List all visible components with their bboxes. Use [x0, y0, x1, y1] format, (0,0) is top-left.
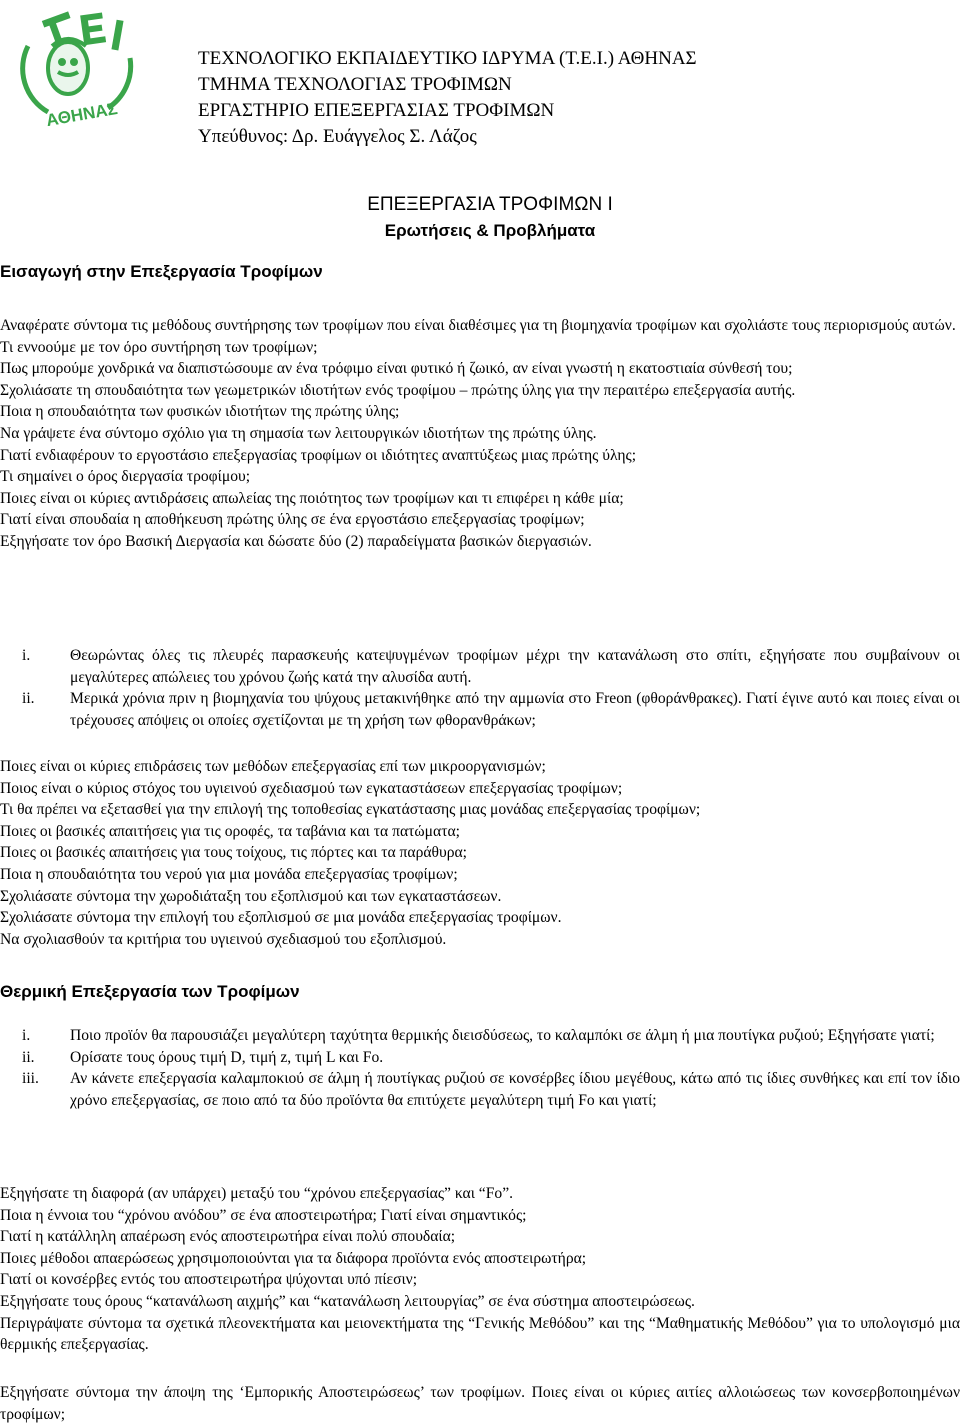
- lab-name: ΕΡΓΑΣΤΗΡΙΟ ΕΠΕΞΕΡΓΑΣΙΑΣ ΤΡΟΦΙΜΩΝ: [198, 100, 555, 121]
- section2-last-question: [0, 1382, 960, 1425]
- section1-questions: [0, 315, 960, 553]
- course-title: ΕΠΕΞΕΡΓΑΣΙΑ ΤΡΟΦΙΜΩΝ Ι: [367, 194, 613, 215]
- question: Ποιες μέθοδοι απαερώσεως χρησιμοποιούνται για τα διάφορα προϊόντα ενός αποστειρωτήρα;: [0, 1249, 587, 1267]
- list-text: Ορίσατε τους όρους τιμή D, τιμή z, τιμή L και Fo.: [70, 1048, 384, 1066]
- list-item: [0, 1047, 960, 1069]
- section2-numbered-list: [0, 1025, 960, 1111]
- question: Ποιος είναι ο κύριος στόχος του υγιεινού σχεδιασμού των εγκαταστάσεων επεξεργασίας τροφίμων;: [0, 779, 623, 797]
- question: Σχολιάσατε σύντομα την χωροδιάταξη του εξοπλισμού και των εγκαταστάσεων.: [0, 887, 502, 905]
- tei-logo-graphic: [12, 6, 152, 126]
- question: Ποιες οι βασικές απαιτήσεις για τους τοίχους, τις πόρτες και τα παράθυρα;: [0, 844, 468, 862]
- list-text: Αν κάνετε επεξεργασία καλαμποκιού σε άλμη ή πουτίγκας ρυζιού σε κονσέρβες ίδιου μεγέθους, κάτω από τις ίδιες συνθήκες και επί τον ίδιο χρόνο επεξεργασίας, σε ποιο από τα δύο προϊόντα θα επιτύχετε μεγαλύτερη τιμή Fo και γιατί;: [70, 1070, 960, 1109]
- list-number: i.: [22, 1027, 31, 1044]
- question: Ποιες είναι οι κύριες επιδράσεις των μεθόδων επεξεργασίας επί των μικροοργανισμών;: [0, 758, 546, 775]
- svg-text:ΑΘΗΝΑΣ: ΑΘΗΝΑΣ: [44, 98, 119, 126]
- question: Εξηγήσατε σύντομα την άποψη της ‘Εμπορικής Αποστειρώσεως’ των τροφίμων. Ποιες είναι οι κύριες αιτίες αλλοιώσεως των κονσερβοποιημένων τροφίμων;: [0, 1384, 960, 1423]
- responsible-person: Υπεύθυνος: Δρ. Ευάγγελος Σ. Λάζος: [198, 126, 477, 147]
- question: Να γράψετε ένα σύντομο σχόλιο για τη σημασία των λειτουργικών ιδιοτήτων της πρώτης ύλης.: [0, 424, 597, 442]
- list-item: [0, 1068, 960, 1111]
- list-text: Θεωρώντας όλες τις πλευρές παρασκευής κατεψυγμένων τροφίμων μέχρι την κατανάλωση στο σπίτι, εξηγήσατε που συμβαίνουν οι μεγαλύτερες απώλειες του χρόνου ζωής κατά την αλυσίδα αυτή.: [70, 647, 960, 686]
- section1-questions-2: [0, 756, 960, 950]
- list-text: Μερικά χρόνια πριν η βιομηχανία του ψύχους μετακινήθηκε από την αμμωνία στο Freon (φθοράνθρακες). Γιατί έγινε αυτό και ποιες είναι οι τρέχουσες απόψεις οι οποίες σχετίζονται με τη χρήση των φθορανθράκων;: [70, 690, 960, 729]
- question: Ποια η έννοια του “χρόνου ανόδου” σε ένα αποστειρωτήρα; Γιατί είναι σημαντικός;: [0, 1206, 527, 1224]
- list-text: Ποιο προϊόν θα παρουσιάζει μεγαλύτερη ταχύτητα θερμικής διεισδύσεως, το καλαμπόκι σε άλμη ή μια πουτίγκα ρυζιού; Εξηγήσατε γιατί;: [70, 1027, 935, 1044]
- course-title-block: [0, 192, 960, 244]
- section2-questions: [0, 1183, 960, 1356]
- list-number: ii.: [22, 690, 35, 708]
- section-heading-intro: Εισαγωγή στην Επεξεργασία Τροφίμων: [0, 262, 323, 281]
- question: Πως μπορούμε χονδρικά να διαπιστώσουμε αν ένα τρόφιμο είναι φυτικό ή ζωικό, αν είναι γνωστή η εκατοστιαία σύνθεσή του;: [0, 360, 793, 378]
- question: Ποιες οι βασικές απαιτήσεις για τις οροφές, τα ταβάνια και τα πατώματα;: [0, 822, 460, 840]
- question: Να σχολιασθούν τα κριτήρια του υγιεινού σχεδιασμού του εξοπλισμού.: [0, 930, 447, 948]
- question: Τι εννοούμε με τον όρο συντήρηση των τροφίμων;: [0, 338, 318, 356]
- tei-logo: [12, 6, 152, 126]
- question: Τι σημαίνει ο όρος διεργασία τροφίμου;: [0, 468, 251, 486]
- question: Αναφέρατε σύντομα τις μεθόδους συντήρησης των τροφίμων που είναι διαθέσιμες για τη βιομηχανία τροφίμων και σχολιάστε τους περιορισμούς αυτών.: [0, 317, 956, 334]
- question: Σχολιάσατε τη σπουδαιότητα των γεωμετρικών ιδιοτήτων ενός τροφίμου – πρώτης ύλης για την περαιτέρω επεξεργασία αυτής.: [0, 381, 796, 399]
- question: Εξηγήσατε τον όρο Βασική Διεργασία και δώσατε δύο (2) παραδείγματα βασικών διεργασιών.: [0, 532, 592, 550]
- list-item: [0, 645, 960, 688]
- list-number: iii.: [22, 1070, 39, 1088]
- institution-header: [198, 46, 697, 150]
- list-item: [0, 688, 960, 731]
- question: Εξηγήσατε τη διαφορά (αν υπάρχει) μεταξύ του “χρόνου επεξεργασίας” και “Fo”.: [0, 1185, 514, 1202]
- question: Τι θα πρέπει να εξετασθεί για την επιλογή της τοποθεσίας εγκατάστασης μιας μονάδας επεξεργασίας τροφίμων;: [0, 801, 701, 819]
- list-number: i.: [22, 647, 31, 664]
- question: Γιατί ενδιαφέρουν το εργοστάσιο επεξεργασίας τροφίμων οι ιδιότητες αναπτύξεως μιας πρώτης ύλης;: [0, 446, 637, 464]
- question: Σχολιάσατε σύντομα την επιλογή του εξοπλισμού σε μια μονάδα επεξεργασίας τροφίμων.: [0, 909, 562, 927]
- question: Ποιες είναι οι κύριες αντιδράσεις απωλείας της ποιότητος των τροφίμων και τι επιφέρει η κάθε μία;: [0, 489, 624, 507]
- question: Γιατί είναι σπουδαία η αποθήκευση πρώτης ύλης σε ένα εργοστάσιο επεξεργασίας τροφίμων;: [0, 511, 585, 529]
- logo-head-icon: [48, 39, 88, 94]
- section-heading-thermal: Θερμική Επεξεργασία των Τροφίμων: [0, 982, 300, 1001]
- department-name: ΤΜΗΜΑ ΤΕΧΝΟΛΟΓΙΑΣ ΤΡΟΦΙΜΩΝ: [198, 74, 512, 95]
- question: Ποια η σπουδαιότητα του νερού για μια μονάδα επεξεργασίας τροφίμων;: [0, 865, 458, 883]
- list-number: ii.: [22, 1048, 35, 1066]
- question: Ποια η σπουδαιότητα των φυσικών ιδιοτήτων της πρώτης ύλης;: [0, 403, 400, 421]
- question: Γιατί η κατάλληλη απαέρωση ενός αποστειρωτήρα είναι πολύ σπουδαία;: [0, 1228, 456, 1246]
- section1-numbered-list: [0, 645, 960, 731]
- question: Εξηγήσατε τους όρους “κατανάλωση αιχμής” και “κατανάλωση λειτουργίας” σε ένα σύστημα αποστειρώσεως.: [0, 1292, 695, 1310]
- list-item: [0, 1025, 960, 1047]
- institution-name: ΤΕΧΝΟΛΟΓΙΚΟ ΕΚΠΑΙΔΕΥΤΙΚΟ ΙΔΡΥΜΑ (Τ.Ε.Ι.) ΑΘΗΝΑΣ: [198, 48, 697, 69]
- question: Περιγράψατε σύντομα τα σχετικά πλεονεκτήματα και μειονεκτήματα της “Γενικής Μεθόδου” και της “Μαθηματικής Μεθόδου” για το υπολογισμό μια θερμικής επεξεργασίας.: [0, 1314, 960, 1354]
- course-subtitle: Ερωτήσεις & Προβλήματα: [384, 221, 596, 240]
- question: Γιατί οι κονσέρβες εντός του αποστειρωτήρα ψύχονται υπό πίεσιν;: [0, 1271, 418, 1289]
